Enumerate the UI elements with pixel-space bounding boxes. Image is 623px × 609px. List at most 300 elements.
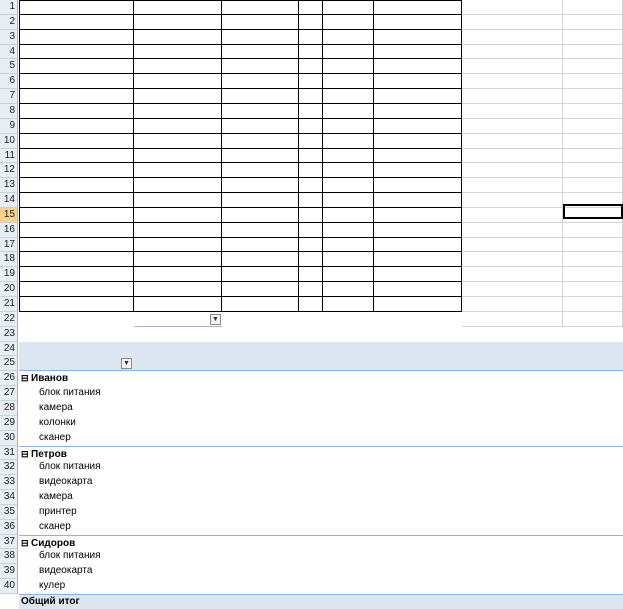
pivot-value-cell[interactable] [462, 490, 512, 505]
pivot-value-cell[interactable] [462, 475, 512, 490]
table-cell[interactable] [323, 267, 374, 282]
pivot-value-cell[interactable] [374, 520, 462, 535]
row-header-29[interactable]: 29 [0, 416, 18, 431]
pivot-value-cell[interactable] [374, 371, 462, 386]
pivot-value-cell[interactable] [512, 386, 562, 401]
table-cell[interactable] [19, 74, 134, 89]
pivot-value-cell[interactable] [462, 386, 512, 401]
empty-cell[interactable] [563, 297, 623, 312]
row-header-30[interactable]: 30 [0, 431, 18, 446]
pivot-value-cell[interactable] [512, 416, 562, 431]
table-cell[interactable] [299, 45, 323, 59]
pivot-value-cell[interactable] [323, 371, 374, 386]
pivot-value-cell[interactable] [270, 520, 323, 535]
pivot-value-cell[interactable] [374, 490, 462, 505]
pivot-value-cell[interactable] [462, 371, 512, 386]
empty-cell[interactable] [563, 74, 623, 89]
pivot-value-cell[interactable] [374, 431, 462, 446]
empty-cell[interactable] [462, 282, 563, 297]
empty-cell[interactable] [563, 134, 623, 149]
table-cell[interactable] [19, 178, 134, 193]
table-cell[interactable] [374, 178, 462, 193]
pivot-value-cell[interactable] [323, 401, 374, 416]
empty-cell[interactable] [563, 0, 623, 15]
pivot-value-cell[interactable] [134, 490, 222, 505]
pivot-item-row[interactable] [19, 579, 134, 594]
table-cell[interactable] [323, 119, 374, 134]
pivot-value-cell[interactable] [374, 386, 462, 401]
table-cell[interactable] [134, 163, 222, 178]
table-cell[interactable] [222, 178, 299, 193]
table-cell[interactable] [299, 223, 323, 238]
pivot-column-header[interactable] [512, 356, 562, 371]
table-cell[interactable] [134, 267, 222, 282]
pivot-value-cell[interactable] [323, 431, 374, 446]
empty-cell[interactable] [462, 223, 563, 238]
table-cell[interactable] [19, 267, 134, 282]
table-cell[interactable] [374, 119, 462, 134]
table-cell[interactable] [134, 30, 222, 45]
pivot-value-cell[interactable] [222, 446, 270, 460]
row-header-13[interactable]: 13 [0, 178, 18, 193]
table-cell[interactable] [19, 119, 134, 134]
pivot-column-field[interactable] [134, 342, 623, 356]
row-header-20[interactable]: 20 [0, 282, 18, 297]
pivot-value-cell[interactable] [134, 535, 222, 549]
header-month[interactable] [19, 0, 134, 15]
pivot-value-cell[interactable] [462, 594, 512, 609]
table-cell[interactable] [222, 104, 299, 119]
empty-cell[interactable] [462, 74, 563, 89]
pivot-item-row[interactable] [19, 490, 134, 505]
table-cell[interactable] [323, 30, 374, 45]
row-header-15[interactable]: 15 [0, 208, 18, 223]
table-cell[interactable] [323, 149, 374, 163]
table-cell[interactable] [374, 208, 462, 223]
row-header-35[interactable]: 35 [0, 505, 18, 520]
row-header-18[interactable]: 18 [0, 252, 18, 267]
table-cell[interactable] [134, 282, 222, 297]
row-header-22[interactable]: 22 [0, 312, 18, 327]
table-cell[interactable] [222, 30, 299, 45]
pivot-value-cell[interactable] [562, 386, 623, 401]
pivot-value-cell[interactable] [222, 549, 270, 564]
row-header-14[interactable]: 14 [0, 193, 18, 208]
pivot-value-cell[interactable] [222, 520, 270, 535]
table-cell[interactable] [19, 149, 134, 163]
pivot-value-cell[interactable] [462, 579, 512, 594]
table-cell[interactable] [134, 59, 222, 74]
table-cell[interactable] [299, 30, 323, 45]
pivot-value-cell[interactable] [270, 401, 323, 416]
pivot-value-cell[interactable] [512, 475, 562, 490]
table-cell[interactable] [222, 267, 299, 282]
pivot-value-cell[interactable] [512, 505, 562, 520]
table-cell[interactable] [323, 74, 374, 89]
table-cell[interactable] [222, 89, 299, 104]
pivot-value-cell[interactable] [562, 549, 623, 564]
pivot-seller-row[interactable] [19, 371, 134, 386]
empty-cell[interactable] [462, 119, 563, 134]
table-cell[interactable] [222, 193, 299, 208]
table-cell[interactable] [134, 89, 222, 104]
table-cell[interactable] [323, 297, 374, 312]
table-cell[interactable] [222, 252, 299, 267]
pivot-value-cell[interactable] [512, 594, 562, 609]
table-cell[interactable] [323, 134, 374, 149]
empty-cell[interactable] [462, 104, 563, 119]
row-header-27[interactable]: 27 [0, 386, 18, 401]
table-cell[interactable] [222, 119, 299, 134]
table-cell[interactable] [299, 238, 323, 252]
empty-cell[interactable] [563, 89, 623, 104]
empty-cell[interactable] [563, 119, 623, 134]
table-cell[interactable] [134, 74, 222, 89]
empty-cell[interactable] [563, 104, 623, 119]
pivot-filter-value[interactable] [134, 312, 222, 327]
pivot-value-cell[interactable] [134, 579, 222, 594]
table-cell[interactable] [19, 30, 134, 45]
table-cell[interactable] [323, 193, 374, 208]
table-cell[interactable] [222, 74, 299, 89]
pivot-value-cell[interactable] [462, 416, 512, 431]
pivot-value-cell[interactable] [374, 535, 462, 549]
table-cell[interactable] [19, 134, 134, 149]
pivot-value-cell[interactable] [222, 564, 270, 579]
pivot-value-cell[interactable] [374, 564, 462, 579]
table-cell[interactable] [134, 15, 222, 30]
pivot-value-cell[interactable] [270, 564, 323, 579]
pivot-value-cell[interactable] [270, 460, 323, 475]
row-header-3[interactable]: 3 [0, 30, 18, 45]
empty-cell[interactable] [462, 238, 563, 252]
table-cell[interactable] [374, 252, 462, 267]
empty-cell[interactable] [462, 163, 563, 178]
collapse-icon[interactable]: ⊟ [21, 373, 32, 383]
pivot-value-cell[interactable] [134, 371, 222, 386]
pivot-value-cell[interactable] [270, 594, 323, 609]
empty-cell[interactable] [563, 267, 623, 282]
row-header-23[interactable]: 23 [0, 327, 18, 342]
row-header-24[interactable]: 24 [0, 342, 18, 356]
row-header-10[interactable]: 10 [0, 134, 18, 149]
pivot-value-cell[interactable] [134, 446, 222, 460]
pivot-value-cell[interactable] [512, 564, 562, 579]
table-cell[interactable] [323, 238, 374, 252]
table-cell[interactable] [374, 134, 462, 149]
pivot-value-cell[interactable] [512, 431, 562, 446]
table-cell[interactable] [374, 163, 462, 178]
row-header-36[interactable]: 36 [0, 520, 18, 535]
pivot-value-cell[interactable] [323, 490, 374, 505]
table-cell[interactable] [323, 45, 374, 59]
table-cell[interactable] [222, 208, 299, 223]
empty-cell[interactable] [462, 134, 563, 149]
table-cell[interactable] [222, 134, 299, 149]
pivot-value-cell[interactable] [462, 564, 512, 579]
pivot-value-cell[interactable] [270, 490, 323, 505]
pivot-value-cell[interactable] [222, 460, 270, 475]
pivot-value-cell[interactable] [374, 549, 462, 564]
pivot-value-cell[interactable] [323, 446, 374, 460]
empty-cell[interactable] [563, 312, 623, 327]
header-qty[interactable] [299, 0, 323, 15]
pivot-item-row[interactable] [19, 386, 134, 401]
selected-cell[interactable] [563, 204, 623, 219]
pivot-column-header[interactable] [323, 356, 374, 371]
pivot-value-cell[interactable] [512, 490, 562, 505]
table-cell[interactable] [222, 282, 299, 297]
pivot-value-cell[interactable] [222, 401, 270, 416]
table-cell[interactable] [323, 208, 374, 223]
row-header-21[interactable]: 21 [0, 297, 18, 312]
header-equipment[interactable] [222, 0, 299, 15]
pivot-value-cell[interactable] [222, 371, 270, 386]
row-header-1[interactable]: 1 [0, 0, 18, 15]
pivot-value-cell[interactable] [562, 460, 623, 475]
pivot-value-cell[interactable] [374, 579, 462, 594]
pivot-value-cell[interactable] [270, 505, 323, 520]
pivot-value-cell[interactable] [134, 386, 222, 401]
pivot-value-cell[interactable] [562, 594, 623, 609]
pivot-value-cell[interactable] [562, 446, 623, 460]
table-cell[interactable] [222, 45, 299, 59]
table-cell[interactable] [374, 45, 462, 59]
pivot-value-cell[interactable] [270, 416, 323, 431]
table-cell[interactable] [323, 89, 374, 104]
empty-cell[interactable] [462, 312, 563, 327]
table-cell[interactable] [19, 163, 134, 178]
table-cell[interactable] [299, 119, 323, 134]
table-cell[interactable] [374, 74, 462, 89]
pivot-value-cell[interactable] [134, 460, 222, 475]
empty-cell[interactable] [563, 282, 623, 297]
pivot-value-cell[interactable] [134, 401, 222, 416]
pivot-value-cell[interactable] [134, 520, 222, 535]
pivot-value-cell[interactable] [374, 460, 462, 475]
row-header-4[interactable]: 4 [0, 45, 18, 59]
row-header-5[interactable]: 5 [0, 59, 18, 74]
row-header-32[interactable]: 32 [0, 460, 18, 475]
pivot-value-cell[interactable] [562, 579, 623, 594]
pivot-value-cell[interactable] [512, 446, 562, 460]
table-cell[interactable] [134, 223, 222, 238]
pivot-value-cell[interactable] [270, 475, 323, 490]
pivot-value-cell[interactable] [323, 535, 374, 549]
row-header-6[interactable]: 6 [0, 74, 18, 89]
table-cell[interactable] [299, 15, 323, 30]
pivot-item-row[interactable] [19, 520, 134, 535]
table-cell[interactable] [222, 223, 299, 238]
pivot-value-cell[interactable] [323, 416, 374, 431]
table-cell[interactable] [374, 59, 462, 74]
table-cell[interactable] [222, 297, 299, 312]
pivot-value-cell[interactable] [134, 505, 222, 520]
table-cell[interactable] [134, 193, 222, 208]
pivot-column-header[interactable] [462, 356, 512, 371]
table-cell[interactable] [299, 149, 323, 163]
pivot-value-cell[interactable] [374, 416, 462, 431]
row-header-8[interactable]: 8 [0, 104, 18, 119]
pivot-value-cell[interactable] [222, 490, 270, 505]
table-cell[interactable] [323, 252, 374, 267]
table-cell[interactable] [222, 238, 299, 252]
pivot-item-row[interactable] [19, 475, 134, 490]
table-cell[interactable] [299, 104, 323, 119]
table-cell[interactable] [19, 223, 134, 238]
pivot-value-cell[interactable] [323, 564, 374, 579]
table-cell[interactable] [374, 15, 462, 30]
pivot-value-cell[interactable] [512, 579, 562, 594]
row-header-12[interactable]: 12 [0, 163, 18, 178]
table-cell[interactable] [299, 297, 323, 312]
table-cell[interactable] [299, 267, 323, 282]
table-cell[interactable] [299, 74, 323, 89]
table-cell[interactable] [299, 178, 323, 193]
pivot-item-row[interactable] [19, 549, 134, 564]
pivot-value-cell[interactable] [512, 520, 562, 535]
empty-cell[interactable] [563, 252, 623, 267]
pivot-value-cell[interactable] [462, 535, 512, 549]
row-header-7[interactable]: 7 [0, 89, 18, 104]
pivot-grand-total-label[interactable] [19, 594, 134, 609]
empty-cell[interactable] [462, 252, 563, 267]
collapse-icon[interactable]: ⊟ [21, 449, 32, 459]
pivot-item-row[interactable] [19, 460, 134, 475]
table-cell[interactable] [299, 59, 323, 74]
empty-cell[interactable] [563, 178, 623, 193]
pivot-value-cell[interactable] [222, 505, 270, 520]
pivot-value-cell[interactable] [134, 564, 222, 579]
row-header-17[interactable]: 17 [0, 238, 18, 252]
table-cell[interactable] [323, 163, 374, 178]
table-cell[interactable] [134, 252, 222, 267]
pivot-value-cell[interactable] [134, 475, 222, 490]
table-cell[interactable] [134, 208, 222, 223]
pivot-item-row[interactable] [19, 401, 134, 416]
table-cell[interactable] [19, 89, 134, 104]
empty-cell[interactable] [462, 59, 563, 74]
table-cell[interactable] [323, 59, 374, 74]
pivot-value-cell[interactable] [512, 460, 562, 475]
pivot-value-cell[interactable] [562, 401, 623, 416]
pivot-value-cell[interactable] [222, 431, 270, 446]
pivot-value-cell[interactable] [323, 549, 374, 564]
table-cell[interactable] [299, 282, 323, 297]
table-cell[interactable] [222, 15, 299, 30]
pivot-value-cell[interactable] [374, 475, 462, 490]
pivot-value-cell[interactable] [134, 431, 222, 446]
table-cell[interactable] [374, 89, 462, 104]
table-cell[interactable] [374, 193, 462, 208]
empty-cell[interactable] [462, 297, 563, 312]
pivot-value-cell[interactable] [562, 371, 623, 386]
pivot-value-cell[interactable] [462, 549, 512, 564]
empty-cell[interactable] [563, 223, 623, 238]
pivot-value-cell[interactable] [222, 594, 270, 609]
pivot-value-cell[interactable] [323, 505, 374, 520]
empty-cell[interactable] [563, 149, 623, 163]
pivot-value-cell[interactable] [270, 446, 323, 460]
pivot-value-cell[interactable] [323, 579, 374, 594]
table-cell[interactable] [374, 149, 462, 163]
empty-cell[interactable] [462, 15, 563, 30]
pivot-seller-row[interactable] [19, 446, 134, 460]
row-header-34[interactable]: 34 [0, 490, 18, 505]
pivot-value-cell[interactable] [134, 549, 222, 564]
empty-cell[interactable] [563, 15, 623, 30]
empty-cell[interactable] [563, 238, 623, 252]
table-cell[interactable] [134, 149, 222, 163]
table-cell[interactable] [222, 59, 299, 74]
pivot-value-cell[interactable] [222, 386, 270, 401]
row-header-11[interactable]: 11 [0, 149, 18, 163]
pivot-value-cell[interactable] [222, 416, 270, 431]
empty-cell[interactable] [462, 89, 563, 104]
pivot-value-cell[interactable] [323, 594, 374, 609]
row-field-dropdown-icon[interactable]: ▼ [121, 358, 132, 369]
table-cell[interactable] [323, 223, 374, 238]
pivot-value-cell[interactable] [323, 520, 374, 535]
table-cell[interactable] [19, 104, 134, 119]
pivot-value-cell[interactable] [462, 446, 512, 460]
pivot-item-row[interactable] [19, 564, 134, 579]
pivot-column-header[interactable] [134, 356, 222, 371]
empty-cell[interactable] [462, 208, 563, 223]
table-cell[interactable] [134, 238, 222, 252]
pivot-value-cell[interactable] [562, 416, 623, 431]
table-cell[interactable] [299, 252, 323, 267]
pivot-value-cell[interactable] [270, 549, 323, 564]
table-cell[interactable] [299, 134, 323, 149]
table-cell[interactable] [19, 193, 134, 208]
table-cell[interactable] [374, 30, 462, 45]
pivot-value-cell[interactable] [462, 520, 512, 535]
table-cell[interactable] [19, 252, 134, 267]
table-cell[interactable] [134, 134, 222, 149]
empty-cell[interactable] [462, 0, 563, 15]
row-header-33[interactable]: 33 [0, 475, 18, 490]
pivot-value-cell[interactable] [562, 535, 623, 549]
table-cell[interactable] [374, 297, 462, 312]
pivot-value-cell[interactable] [222, 475, 270, 490]
pivot-value-cell[interactable] [270, 371, 323, 386]
table-cell[interactable] [134, 119, 222, 134]
pivot-value-cell[interactable] [374, 505, 462, 520]
pivot-value-cell[interactable] [270, 535, 323, 549]
table-cell[interactable] [134, 297, 222, 312]
pivot-column-header[interactable] [374, 356, 462, 371]
row-header-37[interactable]: 37 [0, 535, 18, 549]
row-header-2[interactable]: 2 [0, 15, 18, 30]
pivot-seller-row[interactable] [19, 535, 134, 549]
row-header-39[interactable]: 39 [0, 564, 18, 579]
pivot-row-field[interactable] [19, 356, 134, 371]
pivot-value-cell[interactable] [512, 535, 562, 549]
pivot-value-cell[interactable] [270, 386, 323, 401]
table-cell[interactable] [19, 45, 134, 59]
empty-cell[interactable] [563, 163, 623, 178]
table-cell[interactable] [323, 282, 374, 297]
table-cell[interactable] [19, 297, 134, 312]
pivot-value-cell[interactable] [562, 505, 623, 520]
table-cell[interactable] [299, 89, 323, 104]
row-header-26[interactable]: 26 [0, 371, 18, 386]
header-sum[interactable] [374, 0, 462, 15]
pivot-column-header[interactable] [270, 356, 323, 371]
row-header-38[interactable]: 38 [0, 549, 18, 564]
pivot-item-row[interactable] [19, 505, 134, 520]
